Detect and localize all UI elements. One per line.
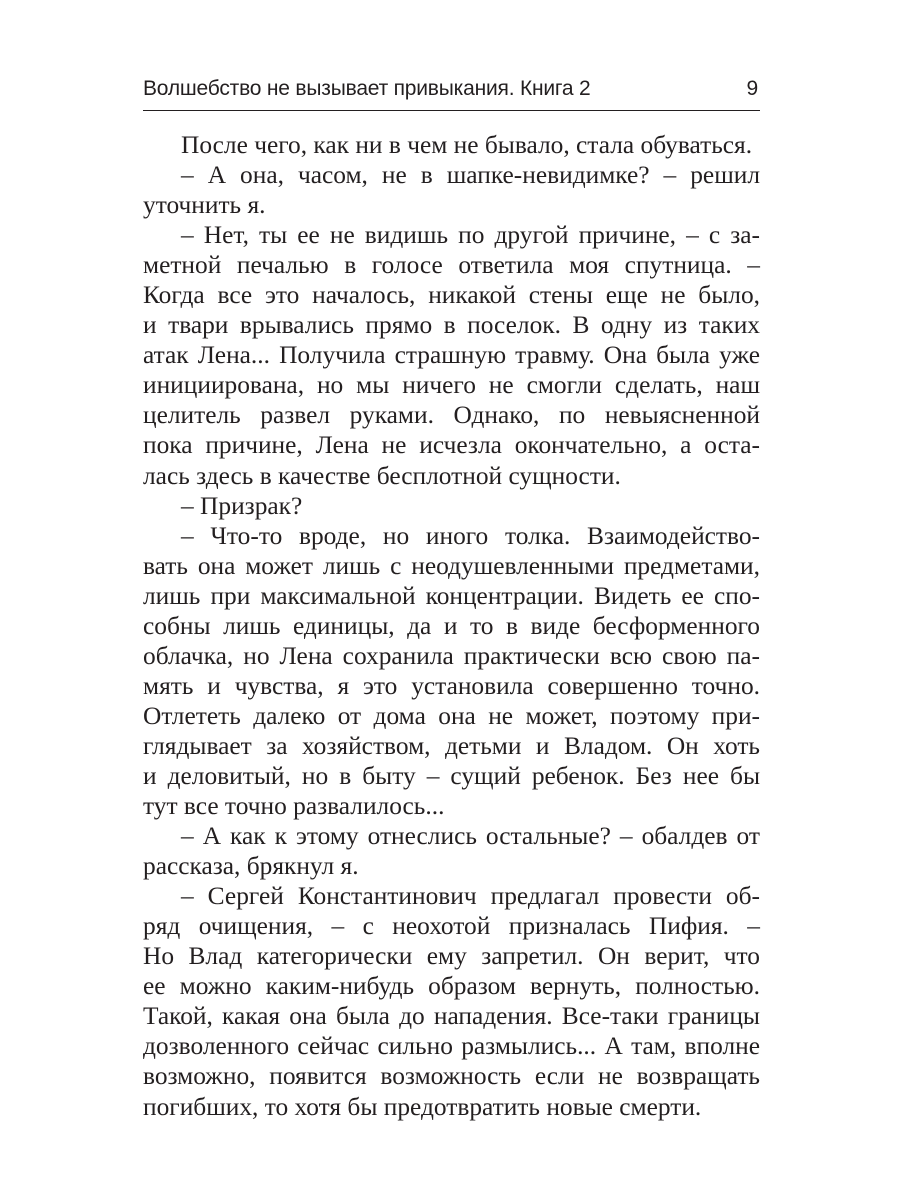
text-line: возможно, появится возможность если не возвращать: [143, 1062, 760, 1091]
text-line: – А она, часом, не в шапке-невидимке? – решил: [181, 161, 760, 190]
text-line: ее можно каким-нибудь образом вернуть, полностью.: [143, 972, 760, 1001]
text-line: и деловитый, но в быту – сущий ребенок. Без нее бы: [143, 761, 760, 790]
text-line: целитель развел руками. Однако, по невыясненной: [143, 401, 760, 430]
page-number: 9: [746, 77, 758, 100]
text-line: – Нет, ты ее не видишь по другой причине, – с за-: [181, 221, 760, 250]
text-line: – Сергей Константинович предлагал провести об-: [181, 882, 760, 911]
text-line: лась здесь в качестве бесплотной сущности.: [143, 461, 621, 490]
text-line: Когда все это началось, никакой стены еще не было,: [143, 281, 760, 310]
text-line: собны лишь единицы, да и то в виде бесформенного: [143, 611, 760, 640]
text-line: облачка, но Лена сохранила практически всю свою па-: [143, 641, 760, 670]
text-line: инициирована, но мы ничего не смогли сделать, наш: [143, 371, 760, 400]
text-line: Такой, какая она была до нападения. Все-таки границы: [143, 1002, 760, 1031]
body-text: [143, 130, 760, 1122]
text-line: вать она может лишь с неодушевленными предметами,: [143, 551, 760, 580]
text-line: метной печалью в голосе ответила моя спутница. –: [143, 251, 760, 280]
text-line: уточнить я.: [143, 191, 266, 220]
text-line: – Что-то вроде, но иного толка. Взаимодейство-: [181, 521, 760, 550]
text-line: атак Лена... Получила страшную травму. Она была уже: [143, 341, 760, 370]
text-line: Но Влад категорически ему запретил. Он верит, что: [143, 942, 760, 971]
text-line: – Призрак?: [181, 491, 303, 520]
book-title: Волшебство не вызывает привыкания. Книга 2: [143, 77, 591, 100]
text-line: и твари врывались прямо в поселок. В одну из таких: [143, 311, 760, 340]
text-line: дозволенного сейчас сильно размылись... А там, вполне: [143, 1032, 760, 1061]
text-line: погибших, то хотя бы предотвратить новые смерти.: [143, 1092, 702, 1121]
text-line: – А как к этому отнеслись остальные? – обалдев от: [181, 822, 760, 851]
text-line: тут все точно развалилось...: [143, 792, 445, 821]
text-line: лишь при максимальной концентрации. Видеть ее спо-: [143, 581, 760, 610]
text-line: глядывает за хозяйством, детьми и Владом. Он хоть: [143, 731, 760, 760]
text-line: ряд очищения, – с неохотой призналась Пифия. –: [143, 912, 760, 941]
text-line: Отлететь далеко от дома она не может, поэтому при-: [143, 701, 760, 730]
text-line: мять и чувства, я это установила совершенно точно.: [143, 671, 760, 700]
text-line: После чего, как ни в чем не бывало, стала обуваться.: [181, 131, 753, 159]
running-header: [143, 72, 760, 111]
text-line: рассказа, брякнул я.: [143, 852, 359, 881]
text-line: пока причине, Лена не исчезла окончательно, а оста-: [143, 431, 760, 460]
